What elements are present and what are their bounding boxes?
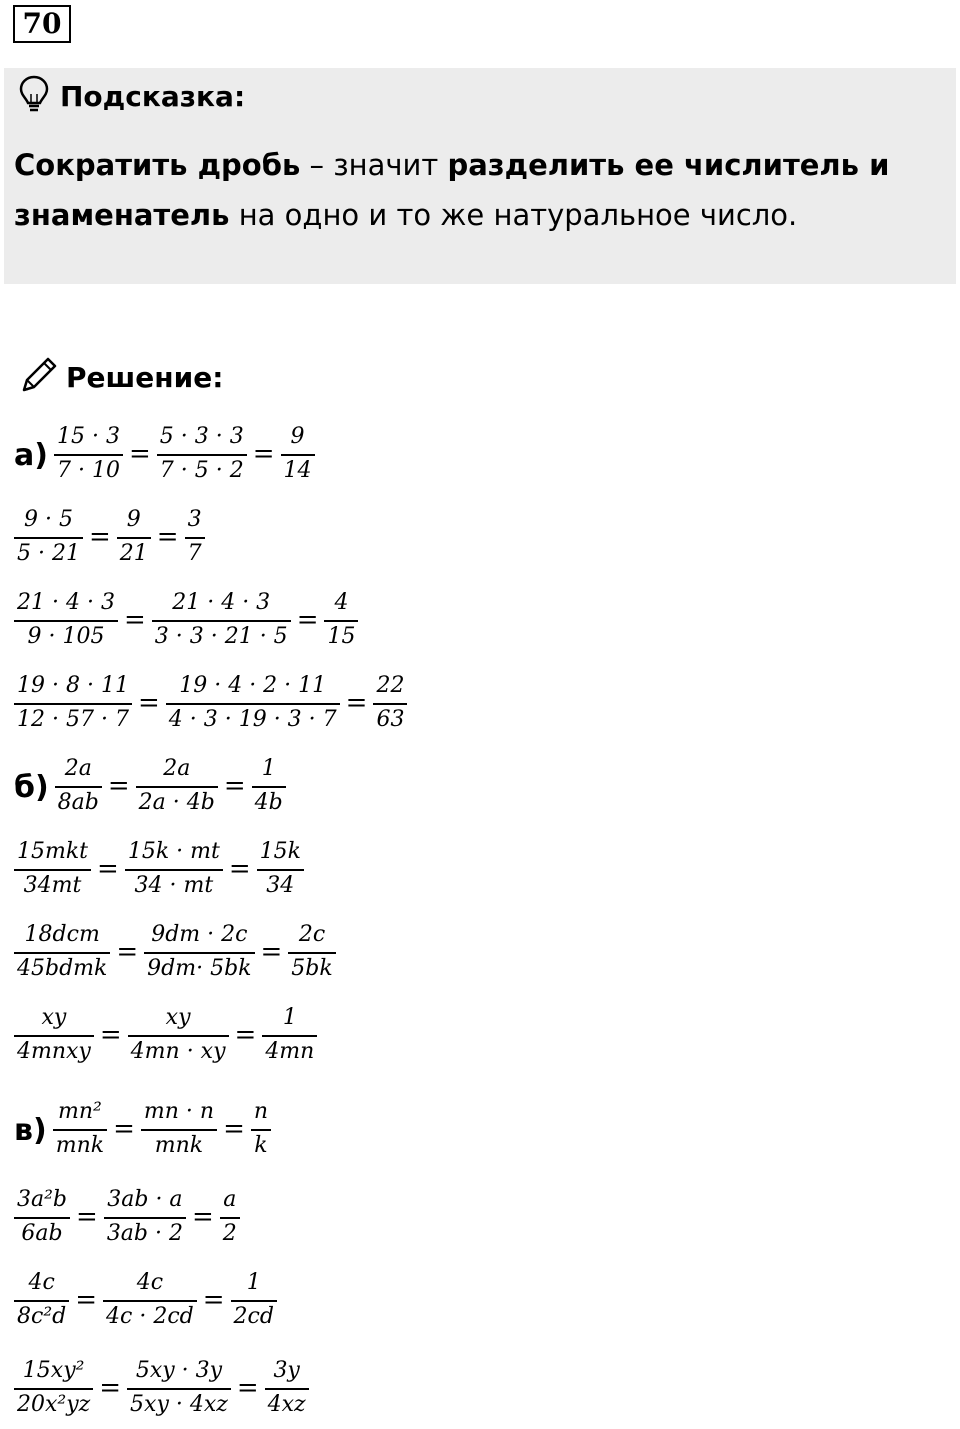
fraction: [136, 754, 218, 820]
denominator: 7 · 10: [56, 458, 120, 483]
fraction: [14, 1356, 93, 1422]
equals-sign: =: [234, 1020, 257, 1050]
numerator: a: [223, 1187, 237, 1212]
equals-sign: =: [128, 439, 151, 469]
fraction: [281, 422, 315, 488]
hint-text-2: – значит: [300, 148, 448, 182]
item-label: б): [14, 769, 49, 805]
equals-sign: =: [202, 1285, 225, 1315]
numerator: 1: [261, 756, 276, 781]
solution-row: [14, 664, 407, 744]
fraction: [185, 505, 205, 571]
equals-sign: =: [156, 522, 179, 552]
fraction: [125, 837, 223, 903]
hint-bold-2: разделить ее числитель и знаменатель: [14, 148, 890, 232]
denominator: 3 · 3 · 21 · 5: [154, 624, 288, 649]
lightbulb-icon: [18, 74, 50, 118]
solution-row: [14, 996, 317, 1076]
numerator: xy: [41, 1005, 67, 1030]
denominator: 4b: [254, 790, 283, 815]
denominator: 7: [187, 541, 202, 566]
fraction: [14, 588, 118, 654]
numerator: 19 · 4 · 2 · 11: [179, 673, 327, 698]
denominator: 5bk: [291, 956, 333, 981]
denominator: 34 · mt: [134, 873, 214, 898]
fraction: [257, 837, 304, 903]
equals-sign: =: [116, 937, 139, 967]
numerator: 4: [334, 590, 349, 615]
fraction: [144, 920, 254, 986]
numerator: 3y: [273, 1358, 300, 1383]
fraction: [288, 920, 335, 986]
fraction: [157, 422, 247, 488]
equals-sign: =: [252, 439, 275, 469]
solution-row: [14, 830, 304, 910]
denominator: 4c · 2cd: [106, 1304, 194, 1329]
fraction: [55, 754, 102, 820]
equals-sign: =: [223, 1114, 245, 1144]
hint-title: Подсказка:: [60, 79, 246, 113]
numerator: 21 · 4 · 3: [17, 590, 115, 615]
fraction: [373, 671, 407, 737]
equals-sign: =: [113, 1114, 135, 1144]
fraction: [104, 1185, 186, 1251]
denominator: 20x²yz: [17, 1392, 91, 1417]
equals-sign: =: [345, 688, 368, 718]
solution-row: [14, 581, 358, 661]
numerator: xy: [165, 1005, 191, 1030]
hint-text: [14, 140, 934, 240]
numerator: 9dm · 2c: [151, 922, 248, 947]
denominator: 4 · 3 · 19 · 3 · 7: [168, 707, 337, 732]
denominator: 63: [376, 707, 405, 732]
numerator: 3: [187, 507, 202, 532]
fraction: [166, 671, 340, 737]
denominator: 34: [266, 873, 295, 898]
numerator: 22: [376, 673, 405, 698]
fraction: [127, 1356, 231, 1422]
equals-sign: =: [236, 1373, 259, 1403]
solution-header: [18, 355, 223, 399]
equals-sign: =: [192, 1202, 214, 1232]
denominator: 2: [222, 1221, 237, 1246]
task-number: 70: [13, 5, 71, 43]
numerator: 9: [290, 424, 305, 449]
solution-row: [14, 415, 315, 495]
denominator: 14: [283, 458, 312, 483]
fraction: [14, 837, 91, 903]
numerator: 19 · 8 · 11: [17, 673, 129, 698]
denominator: mnk: [55, 1133, 105, 1158]
equals-sign: =: [123, 605, 146, 635]
equals-sign: =: [99, 1020, 122, 1050]
numerator: 2c: [298, 922, 326, 947]
denominator: 2cd: [233, 1304, 274, 1329]
numerator: mn²: [57, 1099, 102, 1124]
equals-sign: =: [75, 1285, 98, 1315]
fraction: [53, 1097, 107, 1163]
solution-row: [14, 747, 286, 827]
fraction: [14, 505, 83, 571]
equals-sign: =: [107, 771, 130, 801]
equals-sign: =: [260, 937, 283, 967]
denominator: 12 · 57 · 7: [17, 707, 129, 732]
denominator: 4mnxy: [17, 1039, 91, 1064]
numerator: 15k · mt: [127, 839, 220, 864]
fraction: [220, 1185, 240, 1251]
denominator: 8ab: [57, 790, 99, 815]
denominator: 9 · 105: [27, 624, 105, 649]
solution-row: [14, 913, 336, 993]
denominator: 2a · 4b: [138, 790, 215, 815]
numerator: 5xy · 3y: [135, 1358, 223, 1383]
equals-sign: =: [76, 1202, 98, 1232]
denominator: 4mn · xy: [130, 1039, 226, 1064]
denominator: 34mt: [23, 873, 82, 898]
equals-sign: =: [296, 605, 319, 635]
denominator: 4xz: [267, 1392, 306, 1417]
numerator: 18dcm: [24, 922, 100, 947]
fraction: [54, 422, 123, 488]
denominator: 5xy · 4xz: [130, 1392, 228, 1417]
solution-row: [14, 498, 205, 578]
numerator: n: [253, 1099, 269, 1124]
solution-row: [14, 1261, 277, 1341]
fraction: [14, 920, 110, 986]
fraction: [152, 588, 291, 654]
fraction: [262, 1003, 317, 1069]
numerator: 5 · 3 · 3: [159, 424, 244, 449]
equals-sign: =: [228, 854, 251, 884]
numerator: 15 · 3: [56, 424, 120, 449]
solution-row: [14, 1349, 309, 1429]
numerator: 2a: [64, 756, 92, 781]
fraction: [117, 505, 151, 571]
equals-sign: =: [137, 688, 160, 718]
denominator: 3ab · 2: [106, 1221, 183, 1246]
numerator: 3a²b: [17, 1187, 68, 1212]
numerator: 4c: [136, 1270, 164, 1295]
denominator: 7 · 5 · 2: [159, 458, 244, 483]
denominator: 45bdmk: [17, 956, 108, 981]
denominator: mnk: [154, 1133, 204, 1158]
numerator: 2a: [163, 756, 191, 781]
numerator: 3ab · a: [107, 1187, 183, 1212]
numerator: mn · n: [143, 1099, 215, 1124]
denominator: 9dm· 5bk: [147, 956, 252, 981]
equals-sign: =: [223, 771, 246, 801]
numerator: 9 · 5: [24, 507, 73, 532]
fraction: [14, 1268, 69, 1334]
fraction: [251, 1097, 271, 1163]
numerator: 1: [246, 1270, 261, 1295]
fraction: [141, 1097, 217, 1163]
numerator: 15mkt: [17, 839, 89, 864]
solution-title: Решение:: [66, 360, 224, 394]
item-label: а): [14, 437, 48, 473]
denominator: k: [254, 1133, 268, 1158]
equals-sign: =: [99, 1373, 122, 1403]
fraction: [14, 671, 132, 737]
numerator: 9: [126, 507, 141, 532]
fraction: [128, 1003, 229, 1069]
numerator: 15k: [259, 839, 301, 864]
fraction: [103, 1268, 197, 1334]
fraction: [265, 1356, 309, 1422]
equals-sign: =: [97, 854, 119, 884]
numerator: 4c: [28, 1270, 55, 1295]
denominator: 5 · 21: [17, 541, 80, 566]
denominator: 4mn: [265, 1039, 315, 1064]
numerator: 1: [282, 1005, 297, 1030]
hint-header: [18, 76, 245, 116]
fraction: [324, 588, 358, 654]
pencil-icon: [18, 354, 60, 400]
item-label: в): [14, 1112, 47, 1148]
denominator: 21: [119, 541, 148, 566]
fraction: [14, 1003, 94, 1069]
denominator: 8c²d: [17, 1304, 67, 1329]
fraction: [231, 1268, 277, 1334]
denominator: 6ab: [21, 1221, 63, 1246]
denominator: 15: [327, 624, 356, 649]
fraction: [252, 754, 286, 820]
numerator: 15xy²: [22, 1358, 85, 1383]
equals-sign: =: [88, 522, 111, 552]
numerator: 21 · 4 · 3: [172, 590, 271, 615]
hint-text-4: на одно и то же натуральное число.: [229, 198, 798, 232]
fraction: [14, 1185, 70, 1251]
solution-row: [14, 1178, 240, 1258]
solution-row: [14, 1090, 271, 1170]
hint-bold-1: Сократить дробь: [14, 148, 301, 182]
